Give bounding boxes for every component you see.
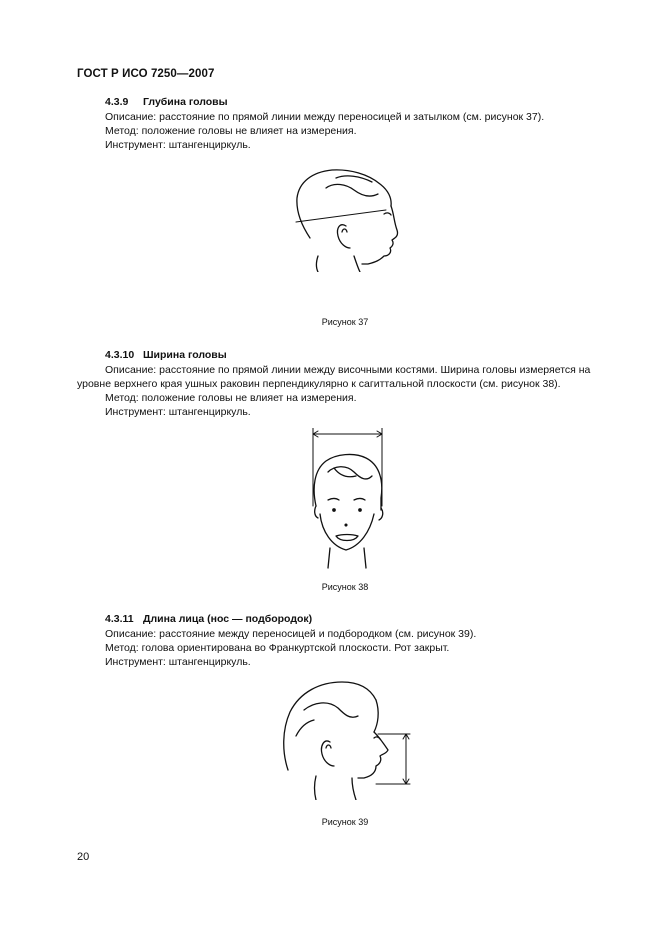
section-title: Глубина головы: [143, 96, 228, 108]
description-text: Описание: расстояние между переносицей и подбородком (см. рисунок 39).: [105, 628, 477, 640]
section-title: Ширина головы: [143, 349, 227, 361]
section-title: Длина лица (нос — подбородок): [143, 613, 313, 625]
figure-caption: Рисунок 38: [321, 582, 369, 592]
section-heading: [77, 95, 617, 109]
instrument-text: Инструмент: штангенциркуль.: [105, 406, 251, 418]
method-text: Метод: положение головы не влияет на измерения.: [105, 392, 357, 404]
figure-39-face-profile: [280, 680, 414, 800]
section-number: 4.3.11: [105, 613, 134, 625]
section-head-width: [77, 348, 617, 419]
method-text: Метод: положение головы не влияет на измерения.: [105, 125, 357, 137]
instrument-text: Инструмент: штангенциркуль.: [105, 656, 251, 668]
document-header: ГОСТ Р ИСО 7250—2007: [77, 68, 215, 80]
method-text: Метод: голова ориентирована во Франкуртской плоскости. Рот закрыт.: [105, 642, 450, 654]
section-number: 4.3.9: [105, 96, 129, 108]
section-heading: [77, 348, 617, 362]
section-face-length: [77, 612, 617, 669]
figure-caption: Рисунок 39: [321, 817, 369, 827]
instrument-text: Инструмент: штангенциркуль.: [105, 139, 251, 151]
description-text: Описание: расстояние по прямой линии между переносицей и затылком (см. рисунок 37).: [105, 111, 545, 123]
section-number: 4.3.10: [105, 349, 135, 361]
section-head-depth: [77, 95, 617, 152]
page-number: 20: [77, 851, 90, 863]
figure-37-head-profile: [288, 168, 400, 272]
figure-caption: Рисунок 37: [321, 317, 369, 327]
description-text: Описание: расстояние по прямой линии между височными костями. Ширина головы измеряется на уровне верхнего края ушных раковин перпендикулярно к сагиттальной плоскости (см. рисунок 38).: [77, 364, 591, 390]
section-heading: [77, 612, 617, 626]
figure-38-head-front: [304, 428, 390, 570]
